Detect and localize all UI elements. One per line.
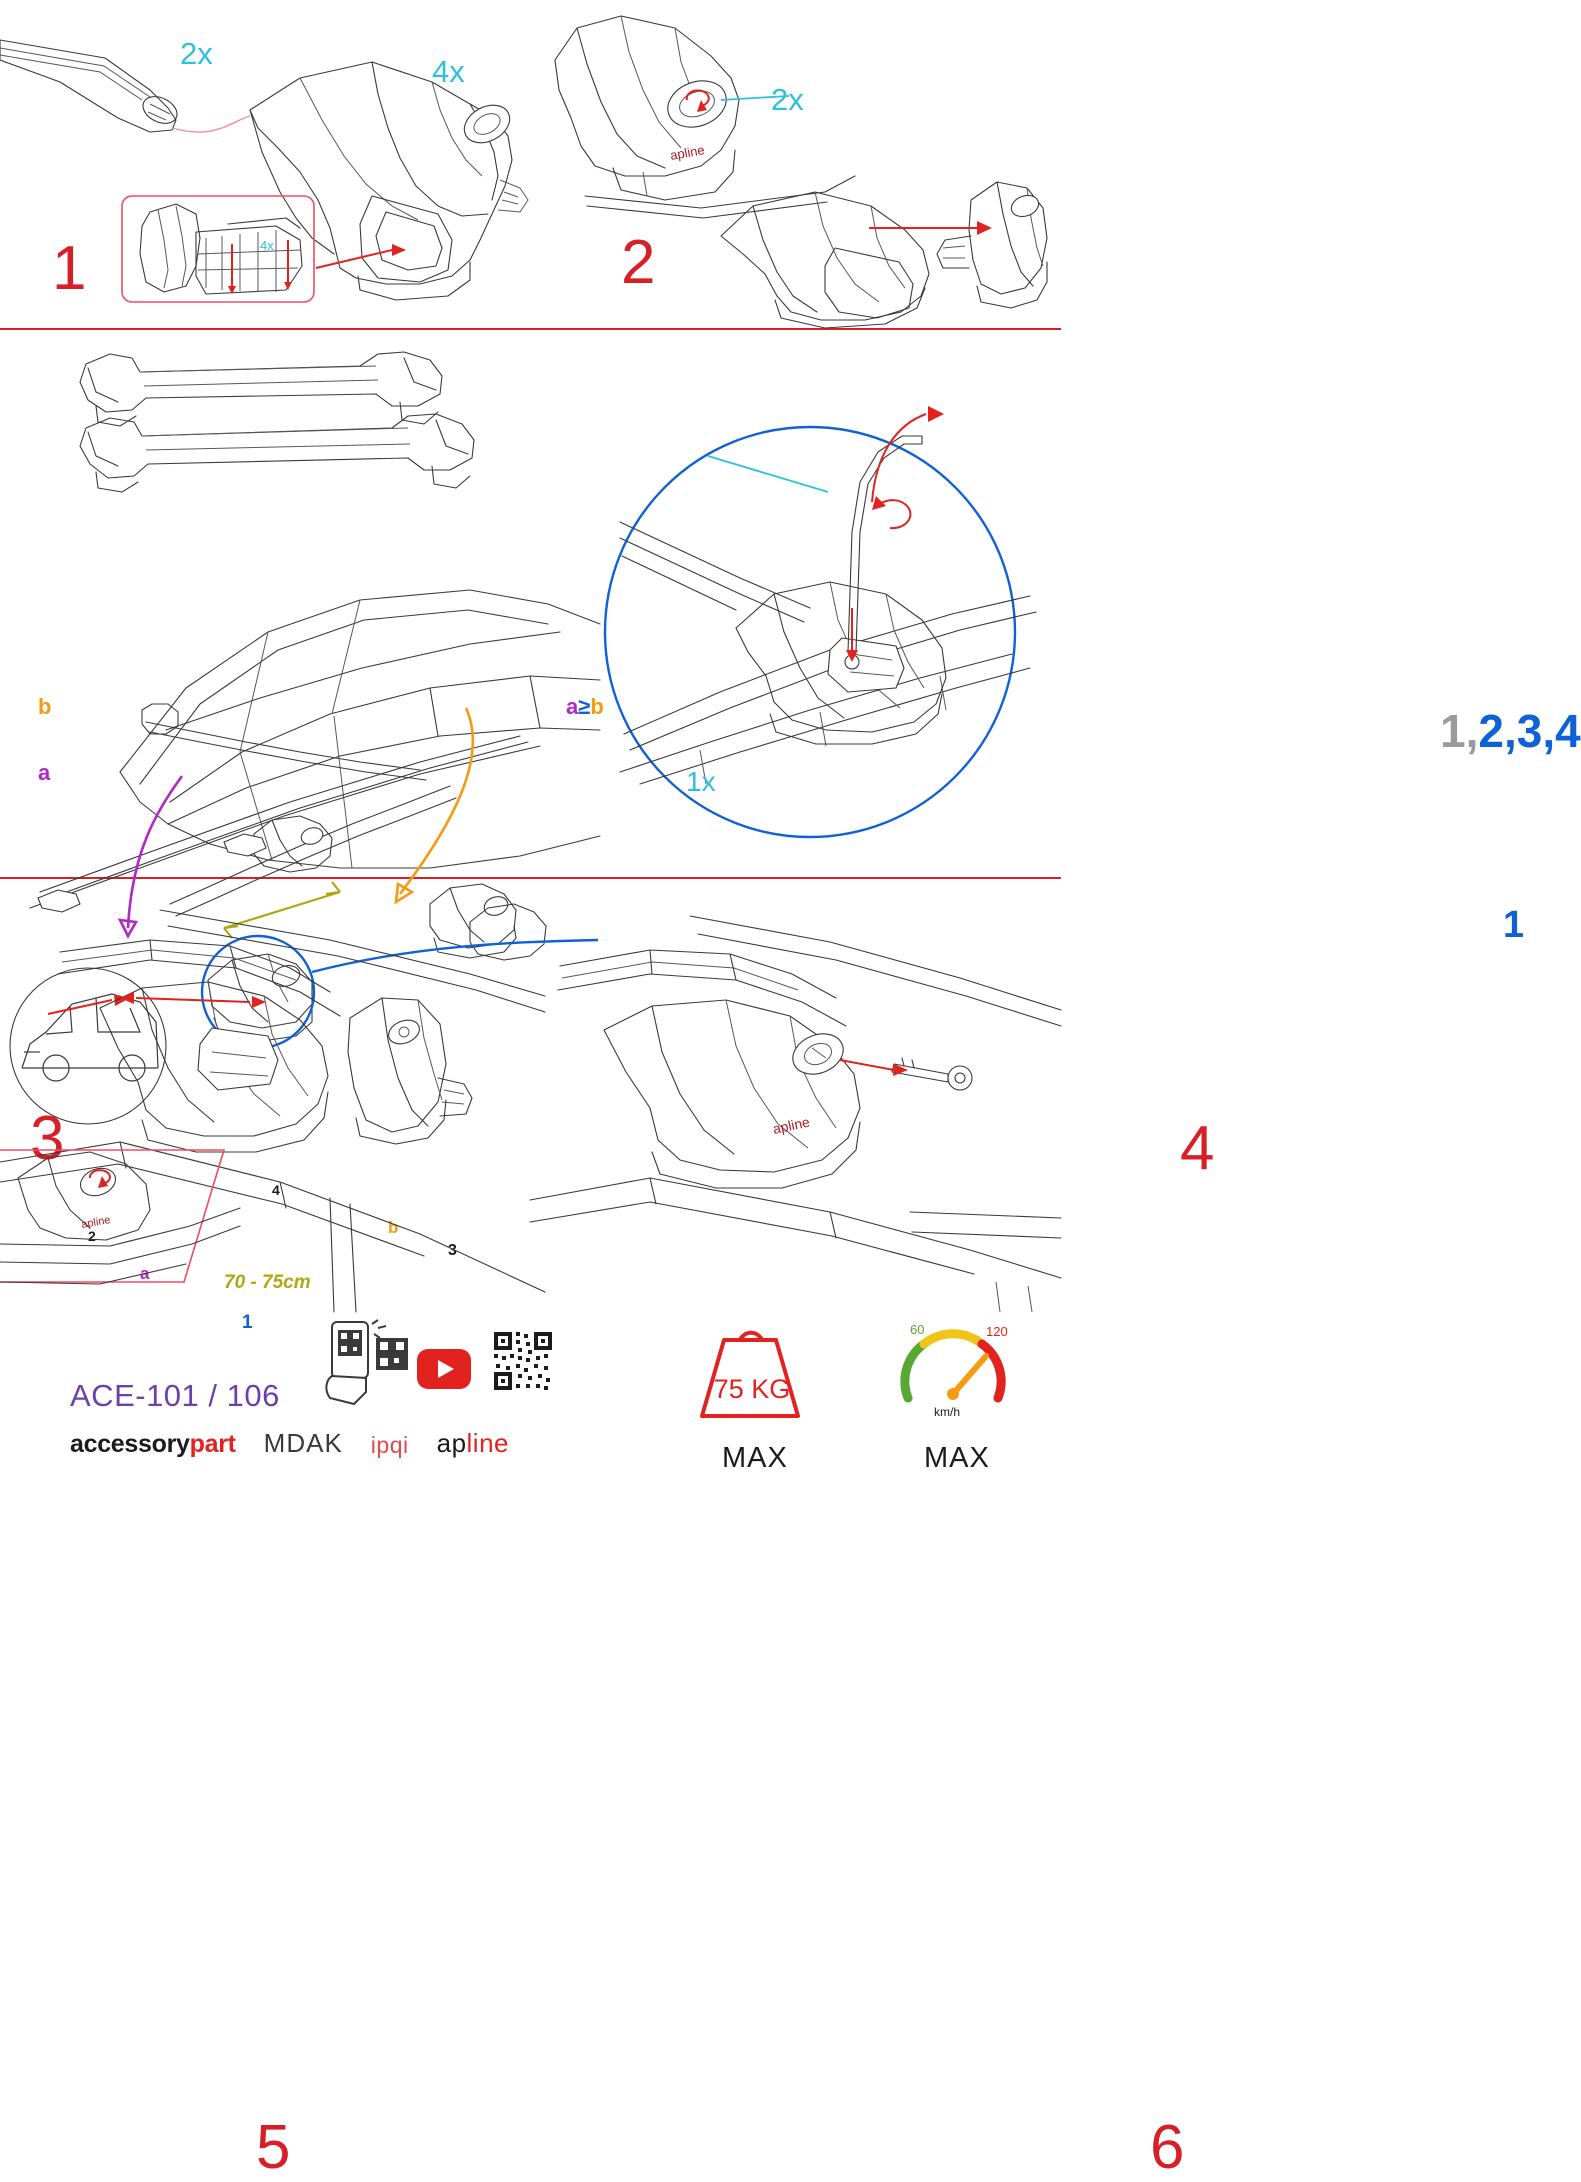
step-1-panel xyxy=(0,0,600,328)
step-number-1: 1 xyxy=(52,234,88,303)
quantity-label-4x: 4x xyxy=(432,54,465,89)
section-divider-1 xyxy=(0,328,1061,330)
svg-text:120: 120 xyxy=(986,1324,1008,1339)
brand-row xyxy=(70,1428,590,1459)
label-b-top: b xyxy=(38,694,52,719)
inset-quantity-4x: 4x xyxy=(260,238,274,253)
weight-limit-value: 75 KG xyxy=(713,1374,791,1404)
brand-mdak: MDAK xyxy=(263,1428,343,1458)
brand-accessorypart xyxy=(70,1430,236,1459)
label-a-left: a xyxy=(38,760,51,785)
step-number-2: 2 xyxy=(621,228,657,297)
svg-text:km/h: km/h xyxy=(934,1405,961,1419)
brand-accessorypart-part2: part xyxy=(189,1430,236,1458)
svg-text:apline: apline xyxy=(771,1113,812,1137)
step-6-illustration xyxy=(530,882,1061,1312)
speed-limit-max-label: MAX xyxy=(924,1442,990,1474)
position-label-3: 3 xyxy=(448,1242,457,1259)
model-code: ACE-101 / 106 xyxy=(70,1378,280,1413)
brand-ipqi: ipqi xyxy=(370,1432,409,1458)
label-a-arrow: a xyxy=(140,1264,150,1283)
sequence-first: 1, xyxy=(1440,705,1479,757)
quantity-label-1x: 1x xyxy=(686,766,716,797)
sequence-rest: 2,3,4 xyxy=(1478,705,1581,757)
brand-accessorypart-part1: accessory xyxy=(70,1430,190,1458)
position-label-4: 4 xyxy=(272,1182,280,1198)
youtube-icon[interactable] xyxy=(416,1348,472,1390)
weight-limit-icon xyxy=(690,1318,810,1428)
svg-text:apline: apline xyxy=(668,142,706,163)
svg-text:60: 60 xyxy=(910,1322,925,1337)
step-2-illustration xyxy=(525,0,1061,328)
step-1-illustration xyxy=(0,0,600,328)
svg-text:apline: apline xyxy=(80,1214,112,1231)
speedometer-icon xyxy=(890,1306,1016,1430)
brand-apline-part2: line xyxy=(466,1428,510,1458)
label-b-arrow: b xyxy=(388,1218,399,1237)
quantity-label-2x: 2x xyxy=(180,36,213,71)
scan-qr-phone-icon xyxy=(320,1318,416,1408)
step-3-illustration xyxy=(0,332,600,877)
position-label-1: 1 xyxy=(242,1312,253,1333)
brand-apline xyxy=(437,1428,509,1459)
weight-limit-max-label: MAX xyxy=(722,1442,788,1474)
step-number-3: 3 xyxy=(30,1104,66,1173)
step-number-5: 5 xyxy=(256,2113,292,2182)
section-divider-2 xyxy=(0,877,1061,879)
sequence-label xyxy=(1440,704,1581,758)
step-2-panel xyxy=(525,0,1061,328)
step-number-4: 4 xyxy=(1180,1114,1216,1183)
step-5-inset-illustration xyxy=(0,1134,250,1294)
condition-label: a≥b xyxy=(566,694,604,719)
qr-code-icon xyxy=(492,1330,554,1392)
step-number-6: 6 xyxy=(1150,2113,1186,2182)
position-label-2: 2 xyxy=(88,1228,96,1244)
quantity-label-2x-step2: 2x xyxy=(771,82,804,117)
brand-apline-part1: ap xyxy=(436,1428,467,1458)
step-4-illustration xyxy=(560,332,1061,877)
dimension-label: 70 - 75cm xyxy=(224,1272,311,1293)
torque-order-label: 1 xyxy=(1503,904,1525,946)
